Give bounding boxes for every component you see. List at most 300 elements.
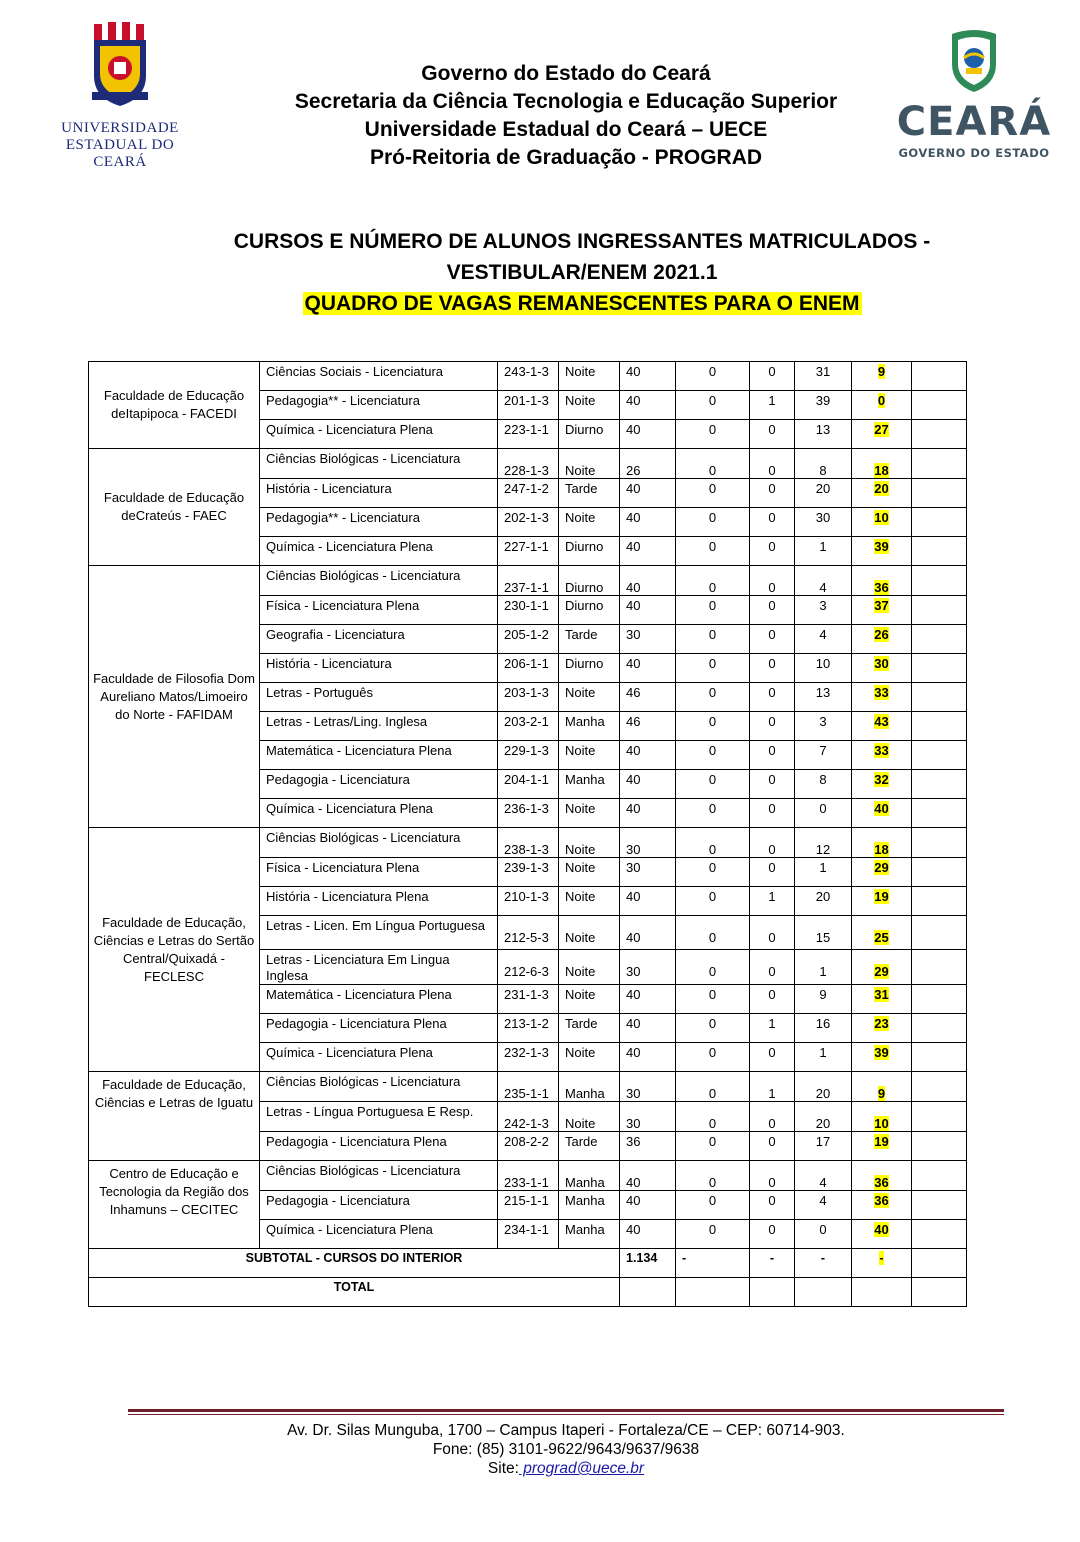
empty-cell bbox=[912, 391, 967, 420]
count-cell: 0 bbox=[676, 1043, 750, 1072]
empty-cell bbox=[912, 1278, 967, 1307]
count-cell: 1 bbox=[750, 391, 795, 420]
vacancies-cell: 40 bbox=[620, 1191, 676, 1220]
remaining-vacancies-value: 20 bbox=[874, 481, 889, 496]
vacancies-cell: 40 bbox=[620, 391, 676, 420]
ceara-shield-icon bbox=[944, 28, 1004, 94]
empty-cell bbox=[912, 741, 967, 770]
remaining-vacancies-cell bbox=[852, 828, 912, 858]
enrolled-cell: 39 bbox=[795, 391, 852, 420]
empty-cell bbox=[912, 712, 967, 741]
course-code-cell: 227-1-1 bbox=[498, 537, 559, 566]
shift-cell: Noite bbox=[559, 985, 620, 1014]
enrolled-cell: 16 bbox=[795, 1014, 852, 1043]
count-cell: 0 bbox=[750, 1161, 795, 1191]
shift-cell: Diurno bbox=[559, 420, 620, 449]
vacancies-cell: 30 bbox=[620, 1072, 676, 1102]
remaining-vacancies-cell bbox=[852, 683, 912, 712]
unit-name-cell: Faculdade de Educação, Ciências e Letras de Iguatu bbox=[89, 1072, 260, 1161]
institution-heading bbox=[236, 60, 896, 172]
count-cell: 0 bbox=[750, 741, 795, 770]
remaining-vacancies-value: 32 bbox=[874, 772, 889, 787]
remaining-vacancies-value: 37 bbox=[874, 598, 889, 613]
table-row bbox=[89, 828, 967, 858]
count-cell: 0 bbox=[676, 420, 750, 449]
vacancies-cell: 40 bbox=[620, 566, 676, 596]
vacancies-cell: 40 bbox=[620, 654, 676, 683]
course-cell: História - Licenciatura bbox=[260, 654, 498, 683]
uece-logo-line2: ESTADUAL DO CEARÁ bbox=[65, 137, 175, 170]
remaining-vacancies-cell bbox=[852, 1220, 912, 1249]
enrolled-cell: 20 bbox=[795, 479, 852, 508]
remaining-vacancies-cell bbox=[852, 362, 912, 391]
vacancies-cell: 46 bbox=[620, 712, 676, 741]
vacancies-cell: 30 bbox=[620, 625, 676, 654]
empty-cell bbox=[912, 508, 967, 537]
remaining-vacancies-cell bbox=[852, 858, 912, 887]
shift-cell: Manha bbox=[559, 1191, 620, 1220]
subtotal-count: - bbox=[750, 1249, 795, 1278]
table-row bbox=[89, 449, 967, 479]
shift-cell: Noite bbox=[559, 683, 620, 712]
count-cell: 0 bbox=[676, 916, 750, 950]
course-code-cell: 210-1-3 bbox=[498, 887, 559, 916]
footer-divider-thin bbox=[128, 1414, 1004, 1415]
empty-cell bbox=[912, 479, 967, 508]
remaining-vacancies-cell bbox=[852, 1043, 912, 1072]
course-cell: Pedagogia - Licenciatura bbox=[260, 770, 498, 799]
subtotal-enrolled: - bbox=[795, 1249, 852, 1278]
remaining-vacancies-cell bbox=[852, 1132, 912, 1161]
enrolled-cell: 0 bbox=[795, 1220, 852, 1249]
shift-cell: Noite bbox=[559, 1102, 620, 1132]
count-cell: 0 bbox=[676, 712, 750, 741]
course-cell: Química - Licenciatura Plena bbox=[260, 420, 498, 449]
enrolled-cell: 4 bbox=[795, 566, 852, 596]
count-cell: 0 bbox=[676, 799, 750, 828]
course-cell: Letras - Licenciatura Em Lingua Inglesa bbox=[260, 950, 498, 985]
course-code-cell: 212-6-3 bbox=[498, 950, 559, 985]
course-code-cell: 212-5-3 bbox=[498, 916, 559, 950]
empty-cell bbox=[912, 625, 967, 654]
count-cell: 1 bbox=[750, 1072, 795, 1102]
remaining-vacancies-cell bbox=[852, 479, 912, 508]
course-cell: Geografia - Licenciatura bbox=[260, 625, 498, 654]
remaining-vacancies-cell bbox=[852, 537, 912, 566]
empty-cell bbox=[912, 828, 967, 858]
count-cell: 0 bbox=[750, 596, 795, 625]
course-cell: Ciências Biológicas - Licenciatura bbox=[260, 449, 498, 479]
enrolled-cell: 4 bbox=[795, 1161, 852, 1191]
remaining-vacancies-value: 33 bbox=[874, 685, 889, 700]
enrolled-cell: 4 bbox=[795, 625, 852, 654]
remaining-vacancies-value: 33 bbox=[874, 743, 889, 758]
count-cell: 0 bbox=[676, 858, 750, 887]
course-code-cell: 202-1-3 bbox=[498, 508, 559, 537]
count-cell: 0 bbox=[676, 1014, 750, 1043]
count-cell: 0 bbox=[750, 712, 795, 741]
subtotal-vacancies: 1.134 bbox=[620, 1249, 676, 1278]
subtotal-count: - bbox=[676, 1249, 750, 1278]
count-cell: 0 bbox=[750, 566, 795, 596]
count-cell: 0 bbox=[750, 799, 795, 828]
remaining-vacancies-value: 29 bbox=[874, 964, 889, 979]
empty-cell bbox=[912, 950, 967, 985]
empty-cell bbox=[912, 916, 967, 950]
course-cell: Letras - Língua Portuguesa E Resp. bbox=[260, 1102, 498, 1132]
count-cell: 0 bbox=[676, 683, 750, 712]
heading-line-4: Pró-Reitoria de Graduação - PROGRAD bbox=[369, 146, 763, 169]
course-cell: Pedagogia - Licenciatura bbox=[260, 1191, 498, 1220]
course-cell: História - Licenciatura Plena bbox=[260, 887, 498, 916]
vacancies-cell: 40 bbox=[620, 537, 676, 566]
unit-name-cell: Faculdade de Educação deItapipoca - FACEDI bbox=[89, 362, 260, 449]
count-cell: 0 bbox=[676, 508, 750, 537]
unit-name-cell: Centro de Educação e Tecnologia da Região dos Inhamuns – CECITEC bbox=[89, 1161, 260, 1249]
title-line-2: VESTIBULAR/ENEM 2021.1 bbox=[446, 261, 718, 284]
course-cell: Pedagogia - Licenciatura Plena bbox=[260, 1014, 498, 1043]
enrolled-cell: 30 bbox=[795, 508, 852, 537]
course-cell: Ciências Biológicas - Licenciatura bbox=[260, 1161, 498, 1191]
count-cell: 0 bbox=[676, 950, 750, 985]
count-cell: 0 bbox=[750, 537, 795, 566]
remaining-vacancies-value: 10 bbox=[874, 1116, 889, 1131]
vacancies-cell: 30 bbox=[620, 1102, 676, 1132]
empty-cell bbox=[912, 596, 967, 625]
title-line-1: CURSOS E NÚMERO DE ALUNOS INGRESSANTES MATRICULADOS - bbox=[233, 230, 931, 253]
course-code-cell: 215-1-1 bbox=[498, 1191, 559, 1220]
count-cell: 0 bbox=[676, 770, 750, 799]
course-cell: Pedagogia - Licenciatura Plena bbox=[260, 1132, 498, 1161]
shift-cell: Noite bbox=[559, 741, 620, 770]
course-code-cell: 229-1-3 bbox=[498, 741, 559, 770]
count-cell: 0 bbox=[676, 625, 750, 654]
remaining-vacancies-cell bbox=[852, 1161, 912, 1191]
remaining-vacancies-value: 9 bbox=[877, 364, 886, 379]
count-cell: 0 bbox=[750, 625, 795, 654]
enrolled-cell: 3 bbox=[795, 712, 852, 741]
remaining-vacancies-cell bbox=[852, 887, 912, 916]
count-cell: 0 bbox=[750, 1191, 795, 1220]
empty-cell bbox=[912, 1249, 967, 1278]
empty-cell bbox=[912, 1072, 967, 1102]
shift-cell: Tarde bbox=[559, 1014, 620, 1043]
course-code-cell: 238-1-3 bbox=[498, 828, 559, 858]
remaining-vacancies-value: 36 bbox=[874, 1193, 889, 1208]
remaining-vacancies-cell bbox=[852, 916, 912, 950]
enrolled-cell: 4 bbox=[795, 1191, 852, 1220]
count-cell: 0 bbox=[676, 1132, 750, 1161]
count-cell: 0 bbox=[676, 479, 750, 508]
course-code-cell: 204-1-1 bbox=[498, 770, 559, 799]
table-row bbox=[89, 566, 967, 596]
shift-cell: Noite bbox=[559, 449, 620, 479]
shift-cell: Diurno bbox=[559, 566, 620, 596]
vacancies-cell: 40 bbox=[620, 596, 676, 625]
course-code-cell: 247-1-2 bbox=[498, 479, 559, 508]
count-cell: 0 bbox=[676, 887, 750, 916]
remaining-vacancies-cell bbox=[852, 420, 912, 449]
course-code-cell: 234-1-1 bbox=[498, 1220, 559, 1249]
remaining-vacancies-value: 18 bbox=[874, 463, 889, 478]
count-cell: 0 bbox=[750, 1043, 795, 1072]
course-code-cell: 203-1-3 bbox=[498, 683, 559, 712]
course-code-cell: 242-1-3 bbox=[498, 1102, 559, 1132]
count-cell: 0 bbox=[676, 1161, 750, 1191]
uece-logo-text bbox=[44, 120, 196, 171]
enrolled-cell: 7 bbox=[795, 741, 852, 770]
remaining-vacancies-cell bbox=[852, 799, 912, 828]
enrolled-cell: 0 bbox=[795, 799, 852, 828]
course-cell: Química - Licenciatura Plena bbox=[260, 1220, 498, 1249]
course-cell: Ciências Biológicas - Licenciatura bbox=[260, 828, 498, 858]
remaining-vacancies-cell bbox=[852, 741, 912, 770]
remaining-vacancies-cell bbox=[852, 1072, 912, 1102]
uece-logo-line1: UNIVERSIDADE bbox=[61, 120, 179, 136]
course-cell: Letras - Letras/Ling. Inglesa bbox=[260, 712, 498, 741]
shift-cell: Manha bbox=[559, 1161, 620, 1191]
vacancies-cell: 40 bbox=[620, 479, 676, 508]
enrolled-cell: 15 bbox=[795, 916, 852, 950]
footer-site-email-link[interactable]: prograd@uece.br bbox=[518, 1460, 645, 1477]
shift-cell: Tarde bbox=[559, 479, 620, 508]
ceara-brand-text: CEARÁ bbox=[896, 99, 1052, 145]
shift-cell: Diurno bbox=[559, 596, 620, 625]
course-code-cell: 236-1-3 bbox=[498, 799, 559, 828]
footer-divider bbox=[128, 1409, 1004, 1412]
vacancies-cell: 40 bbox=[620, 770, 676, 799]
remaining-vacancies-value: 0 bbox=[877, 393, 886, 408]
ceara-brand-subtext: GOVERNO DO ESTADO bbox=[898, 146, 1050, 160]
empty-cell bbox=[912, 420, 967, 449]
remaining-vacancies-value: 29 bbox=[874, 860, 889, 875]
unit-name-cell: Faculdade de Filosofia Dom Aureliano Matos/Limoeiro do Norte - FAFIDAM bbox=[89, 566, 260, 828]
enrolled-cell: 9 bbox=[795, 985, 852, 1014]
remaining-vacancies-value: 23 bbox=[874, 1016, 889, 1031]
empty-cell bbox=[795, 1278, 852, 1307]
empty-cell bbox=[912, 1191, 967, 1220]
vacancies-cell: 46 bbox=[620, 683, 676, 712]
remaining-vacancies-cell bbox=[852, 1102, 912, 1132]
empty-cell bbox=[852, 1278, 912, 1307]
count-cell: 0 bbox=[750, 985, 795, 1014]
shift-cell: Tarde bbox=[559, 625, 620, 654]
enrolled-cell: 10 bbox=[795, 654, 852, 683]
count-cell: 0 bbox=[676, 654, 750, 683]
enrolled-cell: 3 bbox=[795, 596, 852, 625]
vacancies-cell: 40 bbox=[620, 799, 676, 828]
enrolled-cell: 1 bbox=[795, 858, 852, 887]
empty-cell bbox=[912, 1102, 967, 1132]
enrolled-cell: 1 bbox=[795, 950, 852, 985]
shift-cell: Noite bbox=[559, 799, 620, 828]
course-code-cell: 208-2-2 bbox=[498, 1132, 559, 1161]
enrolled-cell: 13 bbox=[795, 420, 852, 449]
shift-cell: Noite bbox=[559, 916, 620, 950]
subtotal-label: SUBTOTAL - CURSOS DO INTERIOR bbox=[89, 1249, 620, 1278]
empty-cell bbox=[912, 566, 967, 596]
footer-address: Av. Dr. Silas Munguba, 1700 – Campus Itaperi - Fortaleza/CE – CEP: 60714-903. bbox=[287, 1422, 845, 1439]
remaining-vacancies-cell bbox=[852, 770, 912, 799]
subtotal-row bbox=[89, 1249, 967, 1278]
vacancies-table-body bbox=[89, 362, 967, 1307]
enrolled-cell: 1 bbox=[795, 537, 852, 566]
remaining-vacancies-cell bbox=[852, 625, 912, 654]
count-cell: 0 bbox=[750, 916, 795, 950]
course-cell: História - Licenciatura bbox=[260, 479, 498, 508]
course-code-cell: 233-1-1 bbox=[498, 1161, 559, 1191]
enrolled-cell: 1 bbox=[795, 1043, 852, 1072]
remaining-vacancies-value: 25 bbox=[874, 930, 889, 945]
heading-line-3: Universidade Estadual do Ceará – UECE bbox=[364, 118, 768, 141]
vacancies-cell: 40 bbox=[620, 1161, 676, 1191]
course-cell: Química - Licenciatura Plena bbox=[260, 537, 498, 566]
empty-cell bbox=[912, 683, 967, 712]
remaining-vacancies-value: 30 bbox=[874, 656, 889, 671]
count-cell: 0 bbox=[750, 828, 795, 858]
count-cell: 0 bbox=[676, 1102, 750, 1132]
document-title bbox=[160, 226, 1004, 319]
footer-phone: Fone: (85) 3101-9622/9643/9637/9638 bbox=[432, 1441, 700, 1458]
remaining-vacancies-value: 19 bbox=[874, 889, 889, 904]
vacancies-cell: 40 bbox=[620, 1220, 676, 1249]
course-code-cell: 232-1-3 bbox=[498, 1043, 559, 1072]
enrolled-cell: 8 bbox=[795, 449, 852, 479]
footer bbox=[128, 1421, 1004, 1478]
shift-cell: Tarde bbox=[559, 1132, 620, 1161]
count-cell: 0 bbox=[750, 479, 795, 508]
remaining-vacancies-value: 40 bbox=[874, 1222, 889, 1237]
uece-crest-icon bbox=[88, 22, 152, 110]
vacancies-table bbox=[88, 361, 967, 1307]
empty-cell bbox=[912, 858, 967, 887]
count-cell: 0 bbox=[750, 1102, 795, 1132]
enrolled-cell: 31 bbox=[795, 362, 852, 391]
empty-cell bbox=[676, 1278, 750, 1307]
remaining-vacancies-value: 43 bbox=[874, 714, 889, 729]
count-cell: 0 bbox=[676, 391, 750, 420]
course-code-cell: 228-1-3 bbox=[498, 449, 559, 479]
course-code-cell: 243-1-3 bbox=[498, 362, 559, 391]
remaining-vacancies-cell bbox=[852, 985, 912, 1014]
count-cell: 0 bbox=[750, 683, 795, 712]
shift-cell: Manha bbox=[559, 712, 620, 741]
remaining-vacancies-cell bbox=[852, 596, 912, 625]
remaining-vacancies-value: 31 bbox=[874, 987, 889, 1002]
count-cell: 0 bbox=[676, 1191, 750, 1220]
course-cell: Matemática - Licenciatura Plena bbox=[260, 741, 498, 770]
empty-cell bbox=[912, 985, 967, 1014]
shift-cell: Noite bbox=[559, 1043, 620, 1072]
empty-cell bbox=[912, 770, 967, 799]
remaining-vacancies-cell bbox=[852, 950, 912, 985]
vacancies-cell: 40 bbox=[620, 508, 676, 537]
count-cell: 0 bbox=[750, 858, 795, 887]
unit-name-cell: Faculdade de Educação, Ciências e Letras do Sertão Central/Quixadá - FECLESC bbox=[89, 828, 260, 1072]
remaining-vacancies-value: 40 bbox=[874, 801, 889, 816]
empty-cell bbox=[912, 799, 967, 828]
remaining-vacancies-cell bbox=[852, 508, 912, 537]
count-cell: 0 bbox=[750, 770, 795, 799]
vacancies-cell: 40 bbox=[620, 741, 676, 770]
remaining-vacancies-value: 10 bbox=[874, 510, 889, 525]
table-row bbox=[89, 1072, 967, 1102]
vacancies-cell: 40 bbox=[620, 1043, 676, 1072]
vacancies-cell: 40 bbox=[620, 985, 676, 1014]
course-cell: Física - Licenciatura Plena bbox=[260, 596, 498, 625]
shift-cell: Manha bbox=[559, 1072, 620, 1102]
course-cell: Ciências Biológicas - Licenciatura bbox=[260, 566, 498, 596]
count-cell: 0 bbox=[676, 1072, 750, 1102]
remaining-vacancies-value: 27 bbox=[874, 422, 889, 437]
course-code-cell: 203-2-1 bbox=[498, 712, 559, 741]
course-cell: Pedagogia** - Licenciatura bbox=[260, 391, 498, 420]
course-code-cell: 231-1-3 bbox=[498, 985, 559, 1014]
vacancies-cell: 36 bbox=[620, 1132, 676, 1161]
count-cell: 0 bbox=[750, 449, 795, 479]
empty-cell bbox=[912, 887, 967, 916]
empty-cell bbox=[912, 537, 967, 566]
count-cell: 0 bbox=[750, 420, 795, 449]
count-cell: 0 bbox=[676, 362, 750, 391]
total-label: TOTAL bbox=[89, 1278, 620, 1307]
count-cell: 0 bbox=[750, 508, 795, 537]
remaining-vacancies-cell bbox=[852, 1191, 912, 1220]
course-cell: Química - Licenciatura Plena bbox=[260, 1043, 498, 1072]
vacancies-cell: 40 bbox=[620, 420, 676, 449]
count-cell: 0 bbox=[676, 828, 750, 858]
remaining-vacancies-cell bbox=[852, 449, 912, 479]
count-cell: 0 bbox=[750, 1220, 795, 1249]
count-cell: 0 bbox=[676, 449, 750, 479]
course-cell: Letras - Português bbox=[260, 683, 498, 712]
shift-cell: Diurno bbox=[559, 654, 620, 683]
course-code-cell: 201-1-3 bbox=[498, 391, 559, 420]
remaining-vacancies-value: 9 bbox=[877, 1086, 886, 1101]
empty-cell bbox=[912, 449, 967, 479]
enrolled-cell: 17 bbox=[795, 1132, 852, 1161]
count-cell: 0 bbox=[676, 1220, 750, 1249]
shift-cell: Noite bbox=[559, 362, 620, 391]
count-cell: 0 bbox=[750, 1132, 795, 1161]
empty-cell bbox=[912, 362, 967, 391]
remaining-vacancies-cell bbox=[852, 712, 912, 741]
course-code-cell: 206-1-1 bbox=[498, 654, 559, 683]
course-code-cell: 237-1-1 bbox=[498, 566, 559, 596]
remaining-vacancies-value: 26 bbox=[874, 627, 889, 642]
enrolled-cell: 13 bbox=[795, 683, 852, 712]
course-cell: Matemática - Licenciatura Plena bbox=[260, 985, 498, 1014]
remaining-vacancies-value: 36 bbox=[874, 1175, 889, 1190]
subtotal-remaining-value: - bbox=[879, 1251, 884, 1265]
course-cell: Química - Licenciatura Plena bbox=[260, 799, 498, 828]
vacancies-cell: 30 bbox=[620, 950, 676, 985]
remaining-vacancies-value: 18 bbox=[874, 842, 889, 857]
footer-site bbox=[128, 1459, 1004, 1478]
vacancies-cell: 26 bbox=[620, 449, 676, 479]
vacancies-cell: 30 bbox=[620, 828, 676, 858]
shift-cell: Noite bbox=[559, 391, 620, 420]
enrolled-cell: 20 bbox=[795, 1102, 852, 1132]
ceara-logo bbox=[894, 28, 1054, 160]
heading-line-2: Secretaria da Ciência Tecnologia e Educação Superior bbox=[294, 90, 838, 113]
empty-cell bbox=[620, 1278, 676, 1307]
count-cell: 0 bbox=[676, 985, 750, 1014]
remaining-vacancies-cell bbox=[852, 654, 912, 683]
vacancies-cell: 30 bbox=[620, 858, 676, 887]
count-cell: 0 bbox=[750, 362, 795, 391]
empty-cell bbox=[912, 654, 967, 683]
